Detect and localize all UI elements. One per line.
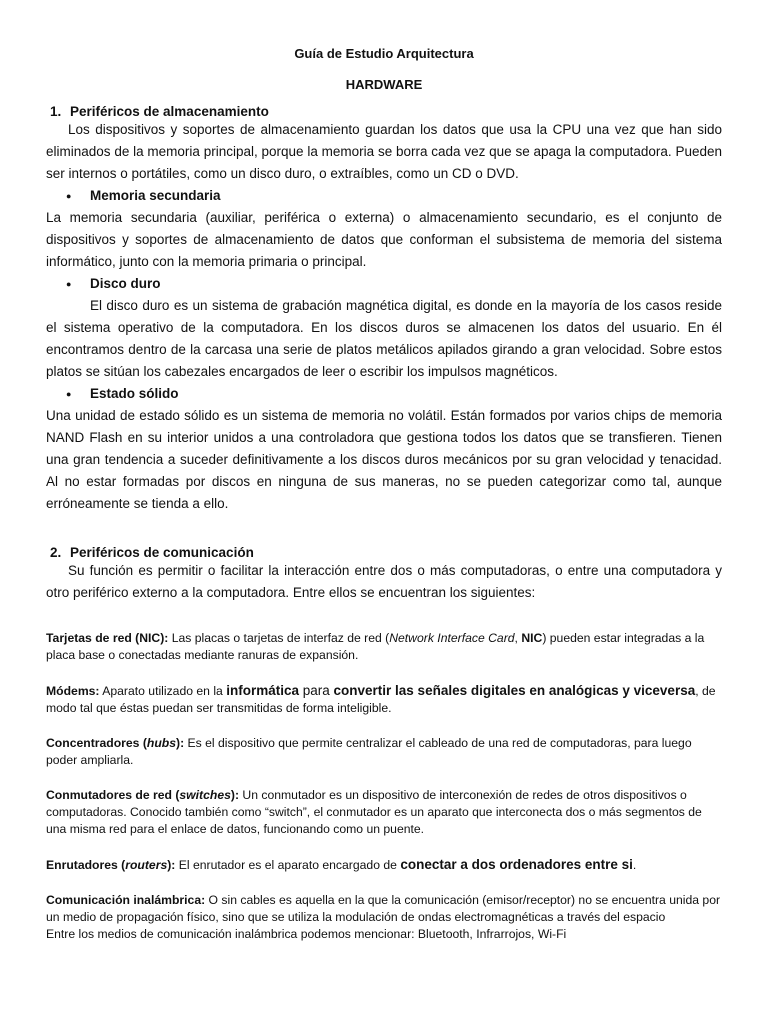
item-hubs [46, 735, 722, 769]
item-text: ) pueden estar integradas a la placa base o conectadas mediante ranuras de expansión. [46, 631, 705, 662]
item-text: O sin cables es aquella en la que la comunicación (emisor/receptor) no se encuentra unida por un medio de propagación físico, sino que se utiliza la modulación de ondas electromagnéticas a través del espacio [46, 893, 721, 924]
item-text: . [632, 858, 637, 872]
bullet-label: Memoria secundaria [90, 188, 221, 203]
bullet-memoria-secundaria [46, 185, 722, 207]
label-part: ): [176, 736, 185, 750]
item-label [46, 736, 184, 750]
item-bold: convertir las señales digitales en analógicas y viceversa [333, 683, 696, 698]
section-2-heading [46, 545, 722, 560]
item-switches [46, 787, 722, 838]
document-title: Guía de Estudio Arquitectura [294, 46, 474, 61]
item-text: Entre los medios de comunicación inalámbrica podemos mencionar: [46, 927, 415, 941]
item-text: Las placas o tarjetas de interfaz de red ( [168, 631, 390, 645]
item-modem [46, 682, 722, 717]
spacer [46, 515, 722, 533]
section-1-intro: Los dispositivos y soportes de almacenamiento guardan los datos que usa la CPU una vez que han sido eliminados de la memoria principal, porque la memoria se borra cada vez que se apaga la computadora. Pueden ser internos o portátiles, como un disco duro, o extraíbles, como un CD o DVD. [46, 122, 722, 181]
item-routers [46, 856, 722, 874]
label-part: Concentradores ( [46, 736, 147, 750]
bullet-icon: ● [66, 279, 72, 289]
item-text: Es el dispositivo que permite centralizar el cableado de una red de computadoras, para luego poder ampliarla. [46, 736, 692, 767]
item-text: El enrutador es el aparato encargado de [175, 858, 401, 872]
bullet-text: La memoria secundaria (auxiliar, periférica o externa) o almacenamiento secundario, es el conjunto de dispositivos y soportes de almacenamiento de datos que conforman el subsistema de memoria del sistema informático, junto con la memoria primaria o principal. [46, 210, 722, 269]
label-italic: switches [179, 788, 231, 802]
label-part: Enrutadores ( [46, 858, 126, 872]
bullet-label: Disco duro [90, 276, 161, 291]
item-wireless [46, 892, 722, 943]
section-2-number: 2. [50, 545, 62, 560]
label-part: ): [230, 788, 240, 802]
item-text: Bluetooth, Infrarrojos, Wi-Fi [414, 927, 567, 941]
item-label: Comunicación inalámbrica: [46, 893, 206, 907]
item-text: Aparato utilizado en la [99, 684, 227, 698]
item-label: Módems: [46, 684, 100, 698]
bullet-text: Una unidad de estado sólido es un sistema de memoria no volátil. Están formados por varios chips de memoria NAND Flash en su interior unidos a una controladora que gestiona todos los datos que se transfieren. Tienen una gran tendencia a suceder definitivamente a los discos duros mecánicos por su gran velocidad y tenacidad. Al no estar formadas por discos en ninguna de sus maneras, no se pueden categorizar como tal, aunque erróneamente se tienda a ello. [46, 408, 722, 511]
item-bold: NIC [521, 631, 543, 645]
section-1-number: 1. [50, 104, 62, 119]
bullet-icon: ● [66, 389, 72, 399]
bullet-icon: ● [66, 191, 72, 201]
label-part: Conmutadores de red ( [46, 788, 180, 802]
bullet-text: El disco duro es un sistema de grabación magnética digital, es donde en la mayoría de los casos reside el sistema operativo de la computadora. En los discos duros se almacenen los datos del usuario. En él encontramos dentro de la carcasa una serie de platos metálicos apilados girando a gran velocidad. Sobre estos platos se sitúan los cabezales encargados de leer o escribir los impulsos magnéticos. [46, 298, 722, 379]
item-bold: conectar a dos ordenadores entre si [400, 857, 633, 872]
bullet-label: Estado sólido [90, 386, 179, 401]
section-1-title: Periféricos de almacenamiento [70, 104, 269, 119]
item-nic [46, 630, 722, 664]
item-text: para [298, 683, 334, 698]
section-2-title: Periféricos de comunicación [70, 545, 254, 560]
section-1-heading [46, 104, 722, 119]
item-text: , [514, 631, 522, 645]
item-label: Tarjetas de red (NIC): [46, 631, 169, 645]
bullet-estado-solido [46, 383, 722, 405]
document-subtitle: HARDWARE [345, 77, 423, 92]
item-text: , de modo tal que éstas puedan ser transmitidas de forma inteligible. [46, 684, 716, 715]
label-italic: hubs [146, 736, 177, 750]
item-label [46, 858, 175, 872]
section-2-intro: Su función es permitir o facilitar la interacción entre dos o más computadoras, o entre una computadora y otro periférico externo a la computadora. Entre ellos se encuentran los siguientes: [46, 563, 722, 600]
item-text: Un conmutador es un dispositivo de interconexión de redes de otros dispositivos o computadoras. Conocido también como “switch”, el conmutador es un aparato que interconecta dos o más segmentos de una misma red para el enlace de datos, funcionando como un puente. [46, 788, 702, 836]
item-bold: informática [226, 683, 299, 698]
item-label [46, 788, 239, 802]
item-italic: Network Interface Card [389, 631, 515, 645]
label-part: ): [167, 858, 176, 872]
label-italic: routers [125, 858, 168, 872]
bullet-disco-duro [46, 273, 722, 295]
